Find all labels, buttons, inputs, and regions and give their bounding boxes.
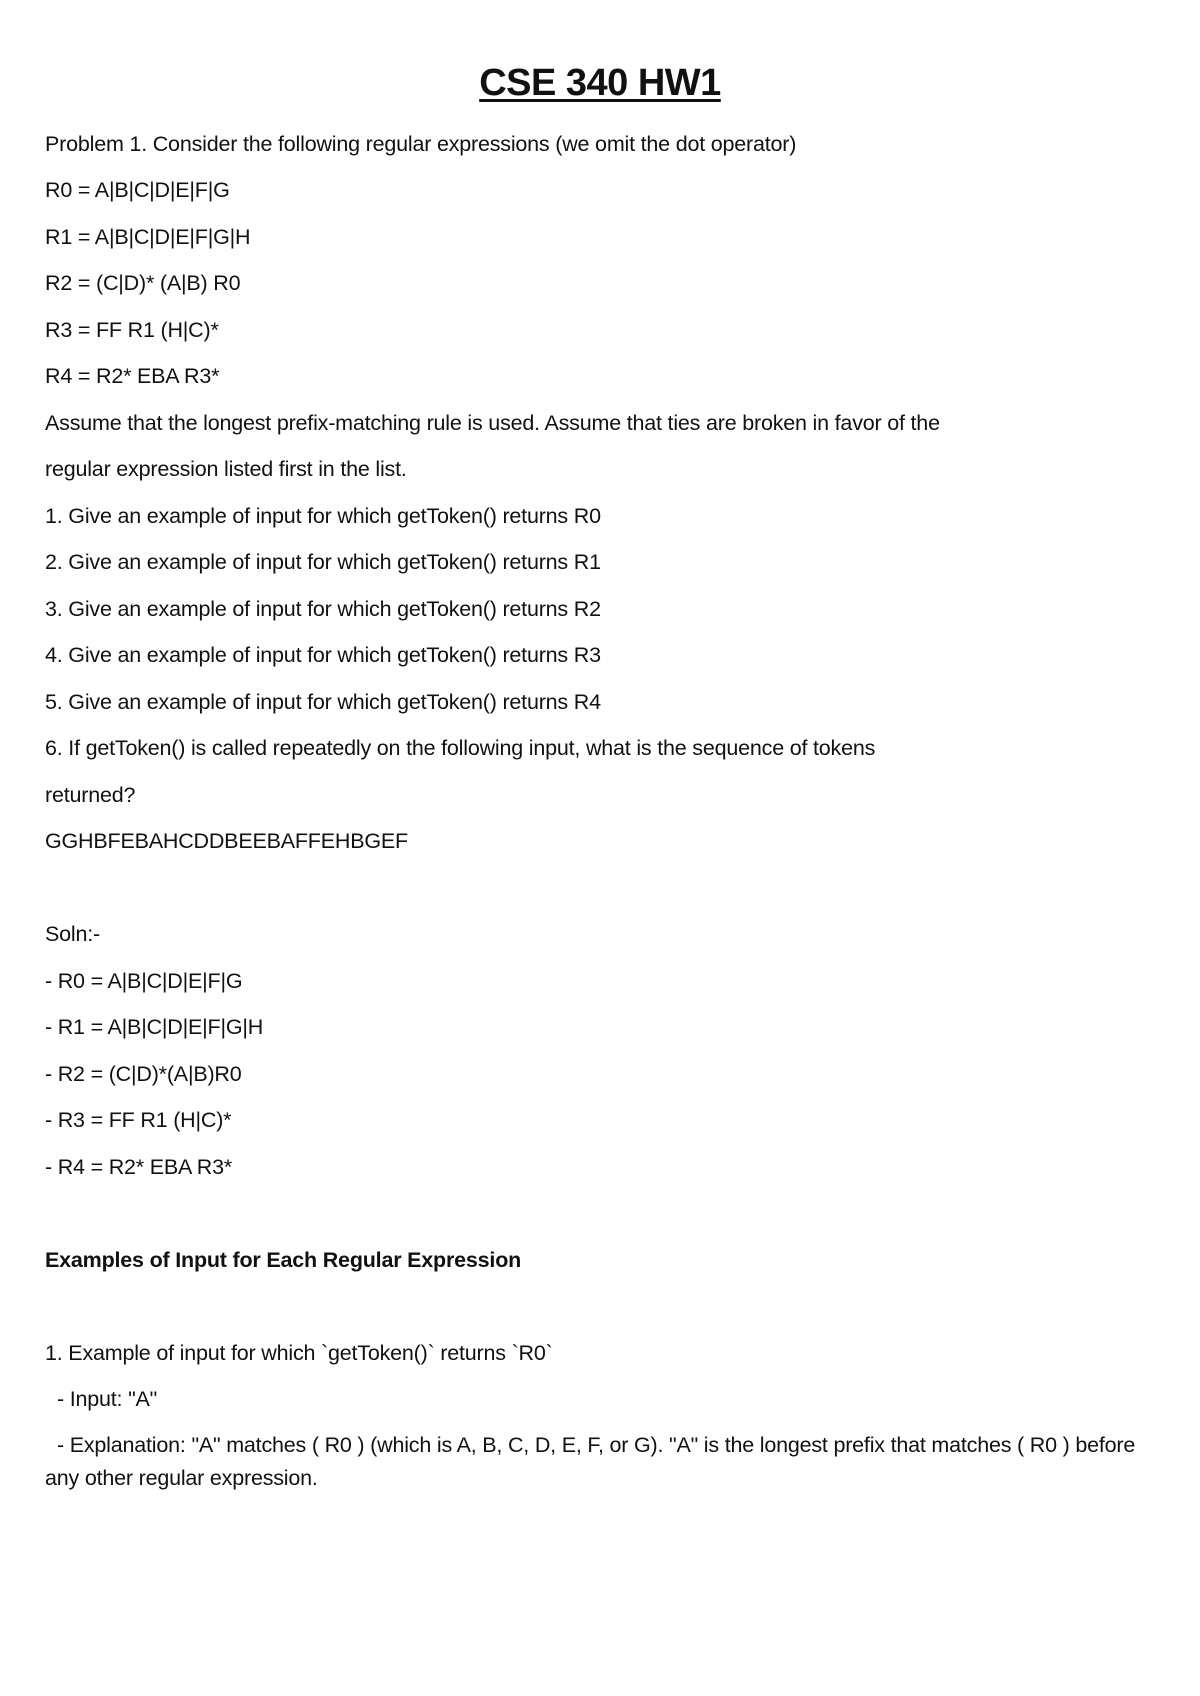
example-1-input: - Input: "A": [57, 1387, 158, 1411]
solution-expression-r1: - R1 = A|B|C|D|E|F|G|H: [45, 1015, 264, 1039]
assumption-line-1: Assume that the longest prefix-matching rule is used. Assume that ties are broken in favor of the: [45, 411, 940, 435]
question-6-line-1: 6. If getToken() is called repeatedly on the following input, what is the sequence of tokens: [45, 736, 876, 760]
question-5: 5. Give an example of input for which getToken() returns R4: [45, 690, 601, 714]
expression-r3: R3 = FF R1 (H|C)*: [45, 318, 219, 342]
assumption-line-2: regular expression listed first in the list.: [45, 457, 407, 481]
expression-r0: R0 = A|B|C|D|E|F|G: [45, 178, 230, 202]
example-1-explanation: - Explanation: "A" matches ( R0 ) (which is A, B, C, D, E, F, or G). "A" is the longest prefix that matches ( R0 ) before any other regular expression.: [45, 1433, 1136, 1490]
solution-heading: Soln:-: [45, 922, 100, 946]
example-1-heading: 1. Example of input for which `getToken()` returns `R0`: [45, 1341, 553, 1365]
question-6-line-2: returned?: [45, 783, 136, 807]
problem-intro: Problem 1. Consider the following regular expressions (we omit the dot operator): [45, 132, 797, 156]
expression-r2: R2 = (C|D)* (A|B) R0: [45, 271, 241, 295]
question-2: 2. Give an example of input for which getToken() returns R1: [45, 550, 601, 574]
solution-expression-r4: - R4 = R2* EBA R3*: [45, 1155, 233, 1179]
expression-r1: R1 = A|B|C|D|E|F|G|H: [45, 225, 251, 249]
question-3: 3. Give an example of input for which getToken() returns R2: [45, 597, 601, 621]
question-4: 4. Give an example of input for which getToken() returns R3: [45, 643, 601, 667]
solution-expression-r3: - R3 = FF R1 (H|C)*: [45, 1108, 232, 1132]
document-title: CSE 340 HW1: [479, 62, 721, 104]
expression-r4: R4 = R2* EBA R3*: [45, 364, 220, 388]
solution-expression-r2: - R2 = (C|D)*(A|B)R0: [45, 1062, 242, 1086]
solution-expression-r0: - R0 = A|B|C|D|E|F|G: [45, 969, 243, 993]
examples-heading: Examples of Input for Each Regular Expression: [45, 1248, 522, 1272]
question-1: 1. Give an example of input for which getToken() returns R0: [45, 504, 601, 528]
input-string: GGHBFEBAHCDDBEEBAFFEHBGEF: [45, 829, 408, 853]
